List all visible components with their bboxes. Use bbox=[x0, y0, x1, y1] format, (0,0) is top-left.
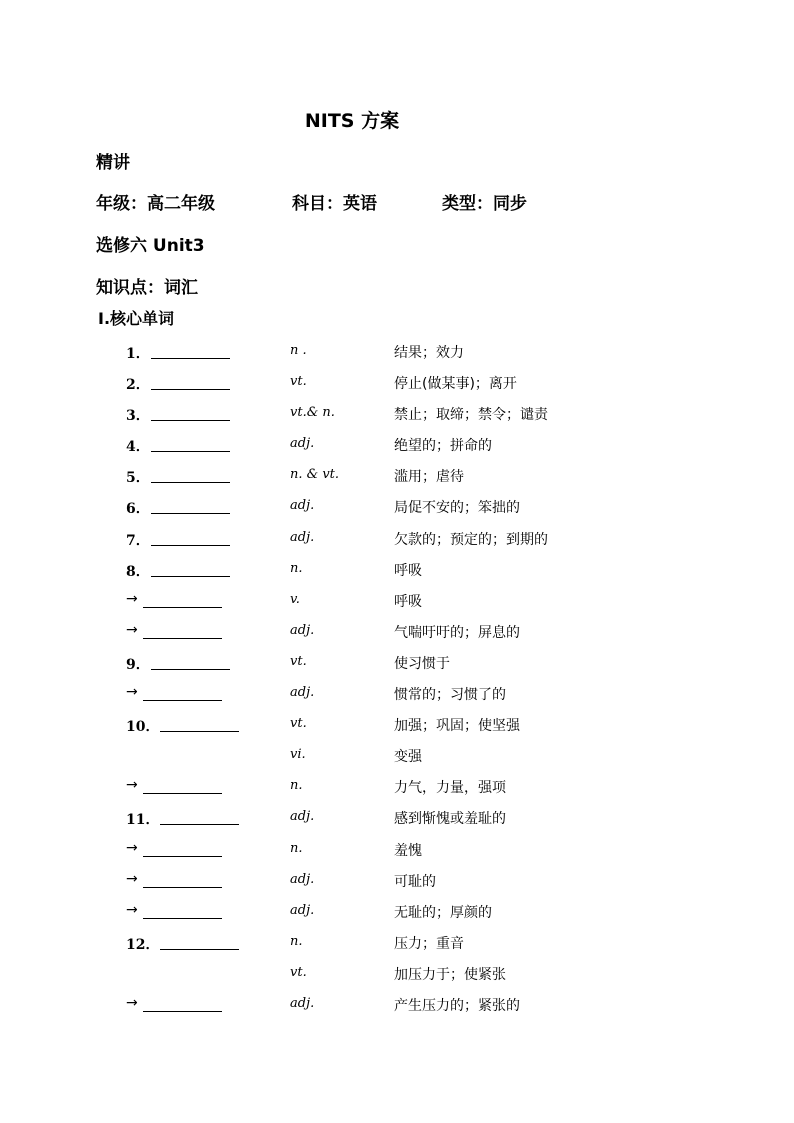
word-meaning: 气喘吁吁的；屏息的 bbox=[394, 624, 520, 641]
answer-blank[interactable] bbox=[151, 669, 230, 670]
derivative-arrow: → bbox=[126, 621, 138, 638]
vocab-row bbox=[0, 993, 794, 1024]
word-meaning: 加强；巩固；使坚强 bbox=[394, 718, 520, 735]
vocab-row bbox=[0, 775, 794, 806]
word-meaning: 羞愧 bbox=[394, 842, 422, 859]
part-of-speech: vt. bbox=[290, 964, 307, 980]
vocab-row bbox=[0, 682, 794, 713]
answer-blank[interactable] bbox=[151, 482, 230, 483]
answer-blank[interactable] bbox=[143, 887, 222, 888]
vocab-row bbox=[0, 713, 794, 744]
derivative-arrow: → bbox=[126, 684, 138, 701]
part-of-speech: adj. bbox=[290, 995, 315, 1011]
part-of-speech: adj. bbox=[290, 871, 315, 887]
item-number: 9． bbox=[126, 656, 150, 673]
part-of-speech: n. bbox=[290, 840, 303, 856]
part-of-speech: vt. bbox=[290, 374, 307, 390]
derivative-arrow: → bbox=[126, 901, 138, 918]
part-of-speech: vt. bbox=[290, 716, 307, 732]
vocab-row bbox=[0, 620, 794, 651]
derivative-arrow: → bbox=[126, 839, 138, 856]
word-meaning: 滥用；虐待 bbox=[394, 469, 464, 486]
part-of-speech: v. bbox=[290, 591, 300, 607]
word-meaning: 呼吸 bbox=[394, 562, 422, 579]
document-title: NITS 方案 bbox=[304, 110, 400, 132]
core-words-heading: Ⅰ.核心单词 bbox=[98, 309, 175, 328]
item-number: 12． bbox=[126, 936, 160, 953]
vocab-list bbox=[0, 340, 794, 1024]
vocab-row bbox=[0, 558, 794, 589]
derivative-arrow: → bbox=[126, 590, 138, 607]
item-number: 3． bbox=[126, 408, 150, 425]
item-number: 10． bbox=[126, 719, 160, 736]
vocab-row bbox=[0, 651, 794, 682]
part-of-speech: adj. bbox=[290, 498, 315, 514]
item-number: 2． bbox=[126, 377, 150, 394]
vocab-row bbox=[0, 869, 794, 900]
word-meaning: 力气，力量，强项 bbox=[394, 780, 506, 797]
part-of-speech: adj. bbox=[290, 529, 315, 545]
answer-blank[interactable] bbox=[151, 451, 230, 452]
word-meaning: 禁止；取缔；禁令；谴责 bbox=[394, 407, 548, 424]
module-label: 选修六 Unit3 bbox=[96, 236, 205, 256]
part-of-speech: n . bbox=[290, 343, 307, 358]
vocab-row bbox=[0, 340, 794, 371]
answer-blank[interactable] bbox=[160, 949, 239, 950]
item-number: 7． bbox=[126, 532, 150, 549]
answer-blank[interactable] bbox=[143, 638, 222, 639]
word-meaning: 局促不安的；笨拙的 bbox=[394, 500, 520, 517]
vocab-row bbox=[0, 433, 794, 464]
part-of-speech: adj. bbox=[290, 902, 315, 918]
grade-label: 年级：高二年级 bbox=[96, 194, 215, 214]
vocab-row bbox=[0, 464, 794, 495]
answer-blank[interactable] bbox=[151, 576, 230, 577]
answer-blank[interactable] bbox=[143, 1011, 222, 1012]
answer-blank[interactable] bbox=[151, 389, 230, 390]
word-meaning: 惯常的；习惯了的 bbox=[394, 687, 506, 704]
word-meaning: 使习惯于 bbox=[394, 655, 450, 672]
subject-label: 科目：英语 bbox=[292, 194, 377, 214]
item-number: 4． bbox=[126, 439, 150, 456]
item-number: 6． bbox=[126, 501, 150, 518]
word-meaning: 欠款的；预定的；到期的 bbox=[394, 531, 548, 548]
derivative-arrow: → bbox=[126, 994, 138, 1011]
answer-blank[interactable] bbox=[160, 824, 239, 825]
section-heading-lecture: 精讲 bbox=[96, 153, 130, 173]
part-of-speech: n. bbox=[290, 560, 303, 576]
item-number: 1． bbox=[126, 346, 150, 362]
knowledge-point-label: 知识点：词汇 bbox=[96, 278, 198, 298]
vocab-row bbox=[0, 931, 794, 962]
word-meaning: 无耻的；厚颜的 bbox=[394, 904, 492, 921]
item-number: 11． bbox=[126, 812, 160, 829]
derivative-arrow: → bbox=[126, 870, 138, 887]
answer-blank[interactable] bbox=[143, 918, 222, 919]
answer-blank[interactable] bbox=[151, 358, 230, 359]
answer-blank[interactable] bbox=[160, 731, 239, 732]
part-of-speech: vi. bbox=[290, 747, 306, 763]
vocab-row bbox=[0, 962, 794, 993]
vocab-row bbox=[0, 589, 794, 620]
part-of-speech: vt. bbox=[290, 653, 307, 669]
word-meaning: 可耻的 bbox=[394, 873, 436, 890]
part-of-speech: n. bbox=[290, 778, 303, 794]
answer-blank[interactable] bbox=[151, 420, 230, 421]
part-of-speech: vt.& n. bbox=[290, 405, 335, 421]
word-meaning: 停止(做某事)；离开 bbox=[394, 376, 517, 393]
word-meaning: 感到惭愧或羞耻的 bbox=[394, 811, 506, 828]
part-of-speech: adj. bbox=[290, 436, 315, 452]
word-meaning: 变强 bbox=[394, 749, 422, 766]
vocab-row bbox=[0, 744, 794, 775]
word-meaning: 呼吸 bbox=[394, 593, 422, 610]
part-of-speech: adj. bbox=[290, 809, 315, 825]
answer-blank[interactable] bbox=[143, 607, 222, 608]
answer-blank[interactable] bbox=[143, 856, 222, 857]
vocab-row bbox=[0, 371, 794, 402]
word-meaning: 压力；重音 bbox=[394, 935, 464, 952]
vocab-row bbox=[0, 495, 794, 526]
word-meaning: 产生压力的；紧张的 bbox=[394, 997, 520, 1014]
item-number: 8． bbox=[126, 563, 150, 580]
answer-blank[interactable] bbox=[151, 545, 230, 546]
answer-blank[interactable] bbox=[143, 793, 222, 794]
word-meaning: 结果；效力 bbox=[394, 345, 464, 361]
vocab-row bbox=[0, 527, 794, 558]
vocab-row bbox=[0, 900, 794, 931]
vocab-row bbox=[0, 402, 794, 433]
part-of-speech: n. bbox=[290, 933, 303, 949]
answer-blank[interactable] bbox=[143, 700, 222, 701]
vocab-row bbox=[0, 806, 794, 837]
part-of-speech: n. & vt. bbox=[290, 467, 340, 483]
type-label: 类型：同步 bbox=[442, 194, 527, 214]
answer-blank[interactable] bbox=[151, 513, 230, 514]
word-meaning: 绝望的；拼命的 bbox=[394, 438, 492, 455]
item-number: 5． bbox=[126, 470, 150, 487]
word-meaning: 加压力于；使紧张 bbox=[394, 966, 506, 983]
derivative-arrow: → bbox=[126, 777, 138, 794]
part-of-speech: adj. bbox=[290, 622, 315, 638]
vocab-row bbox=[0, 838, 794, 869]
part-of-speech: adj. bbox=[290, 685, 315, 701]
